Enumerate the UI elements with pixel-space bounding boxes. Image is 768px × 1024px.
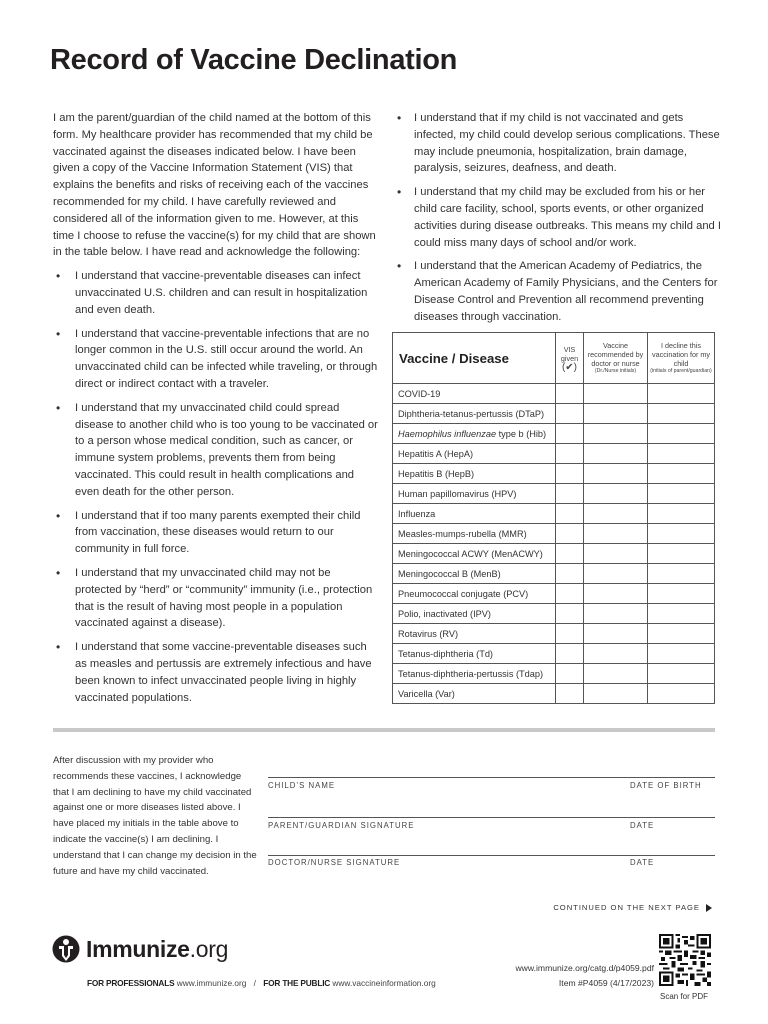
header-vaccine-disease: Vaccine / Disease xyxy=(393,333,556,384)
parent-date-label: DATE xyxy=(630,821,655,830)
recommended-initials-cell[interactable] xyxy=(584,444,648,464)
list-item: • I understand that my unvaccinated child may not be protected by “herd” or “community” immunity (i.e., protection that is the result of having most people in a population vaccinated against a disease). xyxy=(53,565,378,632)
vis-given-cell[interactable] xyxy=(556,404,584,424)
vis-given-cell[interactable] xyxy=(556,664,584,684)
table-row xyxy=(393,504,715,524)
recommended-initials-cell[interactable] xyxy=(584,464,648,484)
decline-initials-cell[interactable] xyxy=(648,644,715,664)
table-row xyxy=(393,564,715,584)
vaccine-name: Pneumococcal conjugate (PCV) xyxy=(393,584,556,604)
decline-initials-cell[interactable] xyxy=(648,404,715,424)
vis-given-cell[interactable] xyxy=(556,604,584,624)
date-of-birth-label: DATE OF BIRTH xyxy=(630,781,702,790)
parent-signature-label: PARENT/GUARDIAN SIGNATURE xyxy=(268,821,415,830)
logo-wordmark-bold: Immunize xyxy=(86,935,190,962)
header-vis-given xyxy=(556,333,584,384)
vaccine-name: Influenza xyxy=(393,504,556,524)
qr-caption: Scan for PDF xyxy=(660,992,709,1001)
section-divider xyxy=(53,728,715,732)
vis-given-cell[interactable] xyxy=(556,644,584,664)
professionals-link[interactable]: www.immunize.org xyxy=(176,978,247,988)
left-column xyxy=(53,110,378,713)
list-item: • I understand that my child may be excluded from his or her child care facility, school, sports events, or other organized activities during disease outbreaks. This means my child and I could miss many days of school and/or work. xyxy=(397,184,722,251)
list-item: • I understand that if my child is not vaccinated and gets infected, my child could develop serious complications. These may include pneumonia, hospitalization, brain damage, paralysis, seizures, deafness, and death. xyxy=(397,110,722,177)
intro-paragraph: I am the parent/guardian of the child named at the bottom of this form. My healthcare provider has recommended that my child be vaccinated against the diseases indicated below. I have been given a copy of the Vaccine Information Statement (VIS) that explains the benefits and risks of receiving each of the vaccines recommended for my child. I have carefully reviewed and considered all of the information given to me. However, at this time I choose to refuse the vaccine(s) for my child that are shown in the table below. I have read and acknowledge the following: xyxy=(53,112,376,259)
qr-code-icon xyxy=(659,934,711,986)
header-recommended-note: (Dr./Nurse initials) xyxy=(594,368,637,374)
decline-initials-cell[interactable] xyxy=(648,664,715,684)
vaccine-name: Meningococcal B (MenB) xyxy=(393,564,556,584)
vis-given-cell[interactable] xyxy=(556,624,584,644)
parent-signature-field[interactable] xyxy=(268,817,715,818)
checkmark-icon: (✔) xyxy=(561,361,578,373)
list-item: • I understand that the American Academy of Pediatrics, the American Academy of Family Physicians, and the Centers for Disease Control and Prevention all recommend preventing diseases through vaccination. xyxy=(397,258,722,325)
table-row xyxy=(393,584,715,604)
table-row xyxy=(393,404,715,424)
immunize-logo-icon xyxy=(52,935,80,963)
table-row xyxy=(393,644,715,664)
vis-given-cell[interactable] xyxy=(556,564,584,584)
vaccine-name: Measles-mumps-rubella (MMR) xyxy=(393,524,556,544)
doctor-signature-label: DOCTOR/NURSE SIGNATURE xyxy=(268,858,401,867)
vis-given-cell[interactable] xyxy=(556,384,584,404)
vaccine-name: Meningococcal ACWY (MenACWY) xyxy=(393,544,556,564)
header-decline xyxy=(648,333,715,384)
vis-given-cell[interactable] xyxy=(556,504,584,524)
decline-initials-cell[interactable] xyxy=(648,524,715,544)
vaccine-name: Hepatitis A (HepA) xyxy=(393,444,556,464)
recommended-initials-cell[interactable] xyxy=(584,564,648,584)
recommended-initials-cell[interactable] xyxy=(584,644,648,664)
recommended-initials-cell[interactable] xyxy=(584,584,648,604)
decline-initials-cell[interactable] xyxy=(648,484,715,504)
decline-initials-cell[interactable] xyxy=(648,464,715,484)
list-item: • I understand that vaccine-preventable infections that are no longer common in the U.S. still occur around the world. An unvaccinated child can be infected while traveling, or through direct or indirect contact with a traveler. xyxy=(53,326,378,393)
child-name-label: CHILD’S NAME xyxy=(268,781,336,790)
vaccine-name: Polio, inactivated (IPV) xyxy=(393,604,556,624)
vis-given-cell[interactable] xyxy=(556,444,584,464)
vaccine-name: Hepatitis B (HepB) xyxy=(393,464,556,484)
list-item: • I understand that if too many parents exempted their child from vaccination, these diseases would return to our community in full force. xyxy=(53,508,378,558)
table-row xyxy=(393,444,715,464)
table-row xyxy=(393,484,715,504)
vaccine-name: Tetanus-diphtheria-pertussis (Tdap) xyxy=(393,664,556,684)
decline-initials-cell[interactable] xyxy=(648,384,715,404)
acknowledgement-list-right xyxy=(397,110,722,326)
vis-given-cell[interactable] xyxy=(556,684,584,704)
vis-given-cell[interactable] xyxy=(556,524,584,544)
decline-initials-cell[interactable] xyxy=(648,564,715,584)
vaccine-name: Tetanus-diphtheria (Td) xyxy=(393,644,556,664)
vaccine-name: Diphtheria-tetanus-pertussis (DTaP) xyxy=(393,404,556,424)
table-row xyxy=(393,604,715,624)
recommended-initials-cell[interactable] xyxy=(584,544,648,564)
doctor-date-label: DATE xyxy=(630,858,655,867)
vis-given-cell[interactable] xyxy=(556,584,584,604)
acknowledgement-paragraph: After discussion with my provider who recommends these vaccines, I acknowledge that I am declining to have my child vaccinated against one or more diseases listed above. I have placed my initials in the table above to indicate the vaccine(s) I am declining. I understand that I can change my decision in the future and have my child vaccinated. xyxy=(53,755,257,877)
vaccine-name: Varicella (Var) xyxy=(393,684,556,704)
list-item: • I understand that vaccine-preventable diseases can infect unvaccinated U.S. children and can result in hospitalization and even death. xyxy=(53,268,378,318)
table-row xyxy=(393,524,715,544)
public-link[interactable]: www.vaccineinformation.org xyxy=(332,978,436,988)
table-header-row xyxy=(393,333,715,384)
page-title: Record of Vaccine Declination xyxy=(50,44,458,76)
recommended-initials-cell[interactable] xyxy=(584,624,648,644)
continued-next-page xyxy=(553,903,712,912)
recommended-initials-cell[interactable] xyxy=(584,524,648,544)
decline-initials-cell[interactable] xyxy=(648,624,715,644)
doctor-signature-field[interactable] xyxy=(268,855,715,856)
vaccine-name: Rotavirus (RV) xyxy=(393,624,556,644)
table-row xyxy=(393,684,715,704)
vaccine-name: Human papillomavirus (HPV) xyxy=(393,484,556,504)
footer-separator: / xyxy=(253,978,256,988)
recommended-initials-cell[interactable] xyxy=(584,424,648,444)
footer-links xyxy=(87,978,436,988)
acknowledgement-list-left xyxy=(53,268,378,706)
decline-initials-cell[interactable] xyxy=(648,444,715,464)
header-decline-note: (initials of parent/guardian) xyxy=(650,368,712,374)
header-recommended-label: Vaccine recommended by doctor or nurse xyxy=(587,341,644,368)
recommended-initials-cell[interactable] xyxy=(584,404,648,424)
footer-item-info xyxy=(515,961,654,991)
table-row xyxy=(393,464,715,484)
recommended-initials-cell[interactable] xyxy=(584,684,648,704)
list-item: • I understand that my unvaccinated child could spread disease to another child who is too young to be vaccinated or to a person whose medical condition, such as cancer, or immune system problems, prevents them from being vaccinated. This could result in health complications and even death for the other person. xyxy=(53,400,378,501)
vaccine-name-italic: Haemophilus influenzae xyxy=(398,428,497,439)
decline-initials-cell[interactable] xyxy=(648,424,715,444)
recommended-initials-cell[interactable] xyxy=(584,664,648,684)
table-row xyxy=(393,624,715,644)
recommended-initials-cell[interactable] xyxy=(584,484,648,504)
header-decline-label: I decline this vaccination for my child xyxy=(652,341,710,368)
table-row xyxy=(393,544,715,564)
right-column xyxy=(397,110,722,333)
header-recommended xyxy=(584,333,648,384)
vaccine-name xyxy=(393,424,556,444)
header-vis-label: VIS given xyxy=(560,344,579,363)
vaccine-name: COVID-19 xyxy=(393,384,556,404)
decline-initials-cell[interactable] xyxy=(648,604,715,624)
pdf-link[interactable]: www.immunize.org/catg.d/p4059.pdf xyxy=(515,963,654,973)
immunize-logo xyxy=(52,935,228,963)
vaccine-table xyxy=(392,332,715,704)
recommended-initials-cell[interactable] xyxy=(584,384,648,404)
table-row xyxy=(393,664,715,684)
decline-initials-cell[interactable] xyxy=(648,684,715,704)
decline-initials-cell[interactable] xyxy=(648,584,715,604)
vis-given-cell[interactable] xyxy=(556,484,584,504)
logo-wordmark-suffix: .org xyxy=(189,935,229,962)
vaccine-name-rest: type b (Hib) xyxy=(496,428,547,439)
recommended-initials-cell[interactable] xyxy=(584,604,648,624)
vis-given-cell[interactable] xyxy=(556,544,584,564)
for-professionals-label: FOR PROFESSIONALS xyxy=(87,978,175,988)
child-name-field[interactable] xyxy=(268,777,715,778)
recommended-initials-cell[interactable] xyxy=(584,504,648,524)
vis-given-cell[interactable] xyxy=(556,424,584,444)
table-row xyxy=(393,384,715,404)
play-triangle-icon xyxy=(706,904,712,912)
continued-label: CONTINUED ON THE NEXT PAGE xyxy=(553,903,700,912)
table-row xyxy=(393,424,715,444)
decline-initials-cell[interactable] xyxy=(648,544,715,564)
decline-initials-cell[interactable] xyxy=(648,504,715,524)
for-public-label: FOR THE PUBLIC xyxy=(263,978,331,988)
list-item: • I understand that some vaccine-preventable diseases such as measles and pertussis are extremely infectious and have been known to infect unvaccinated people living in highly vaccinated populations. xyxy=(53,639,378,706)
item-number: Item #P4059 (4/17/2023) xyxy=(558,978,654,988)
vis-given-cell[interactable] xyxy=(556,464,584,484)
logo-wordmark xyxy=(86,936,228,963)
